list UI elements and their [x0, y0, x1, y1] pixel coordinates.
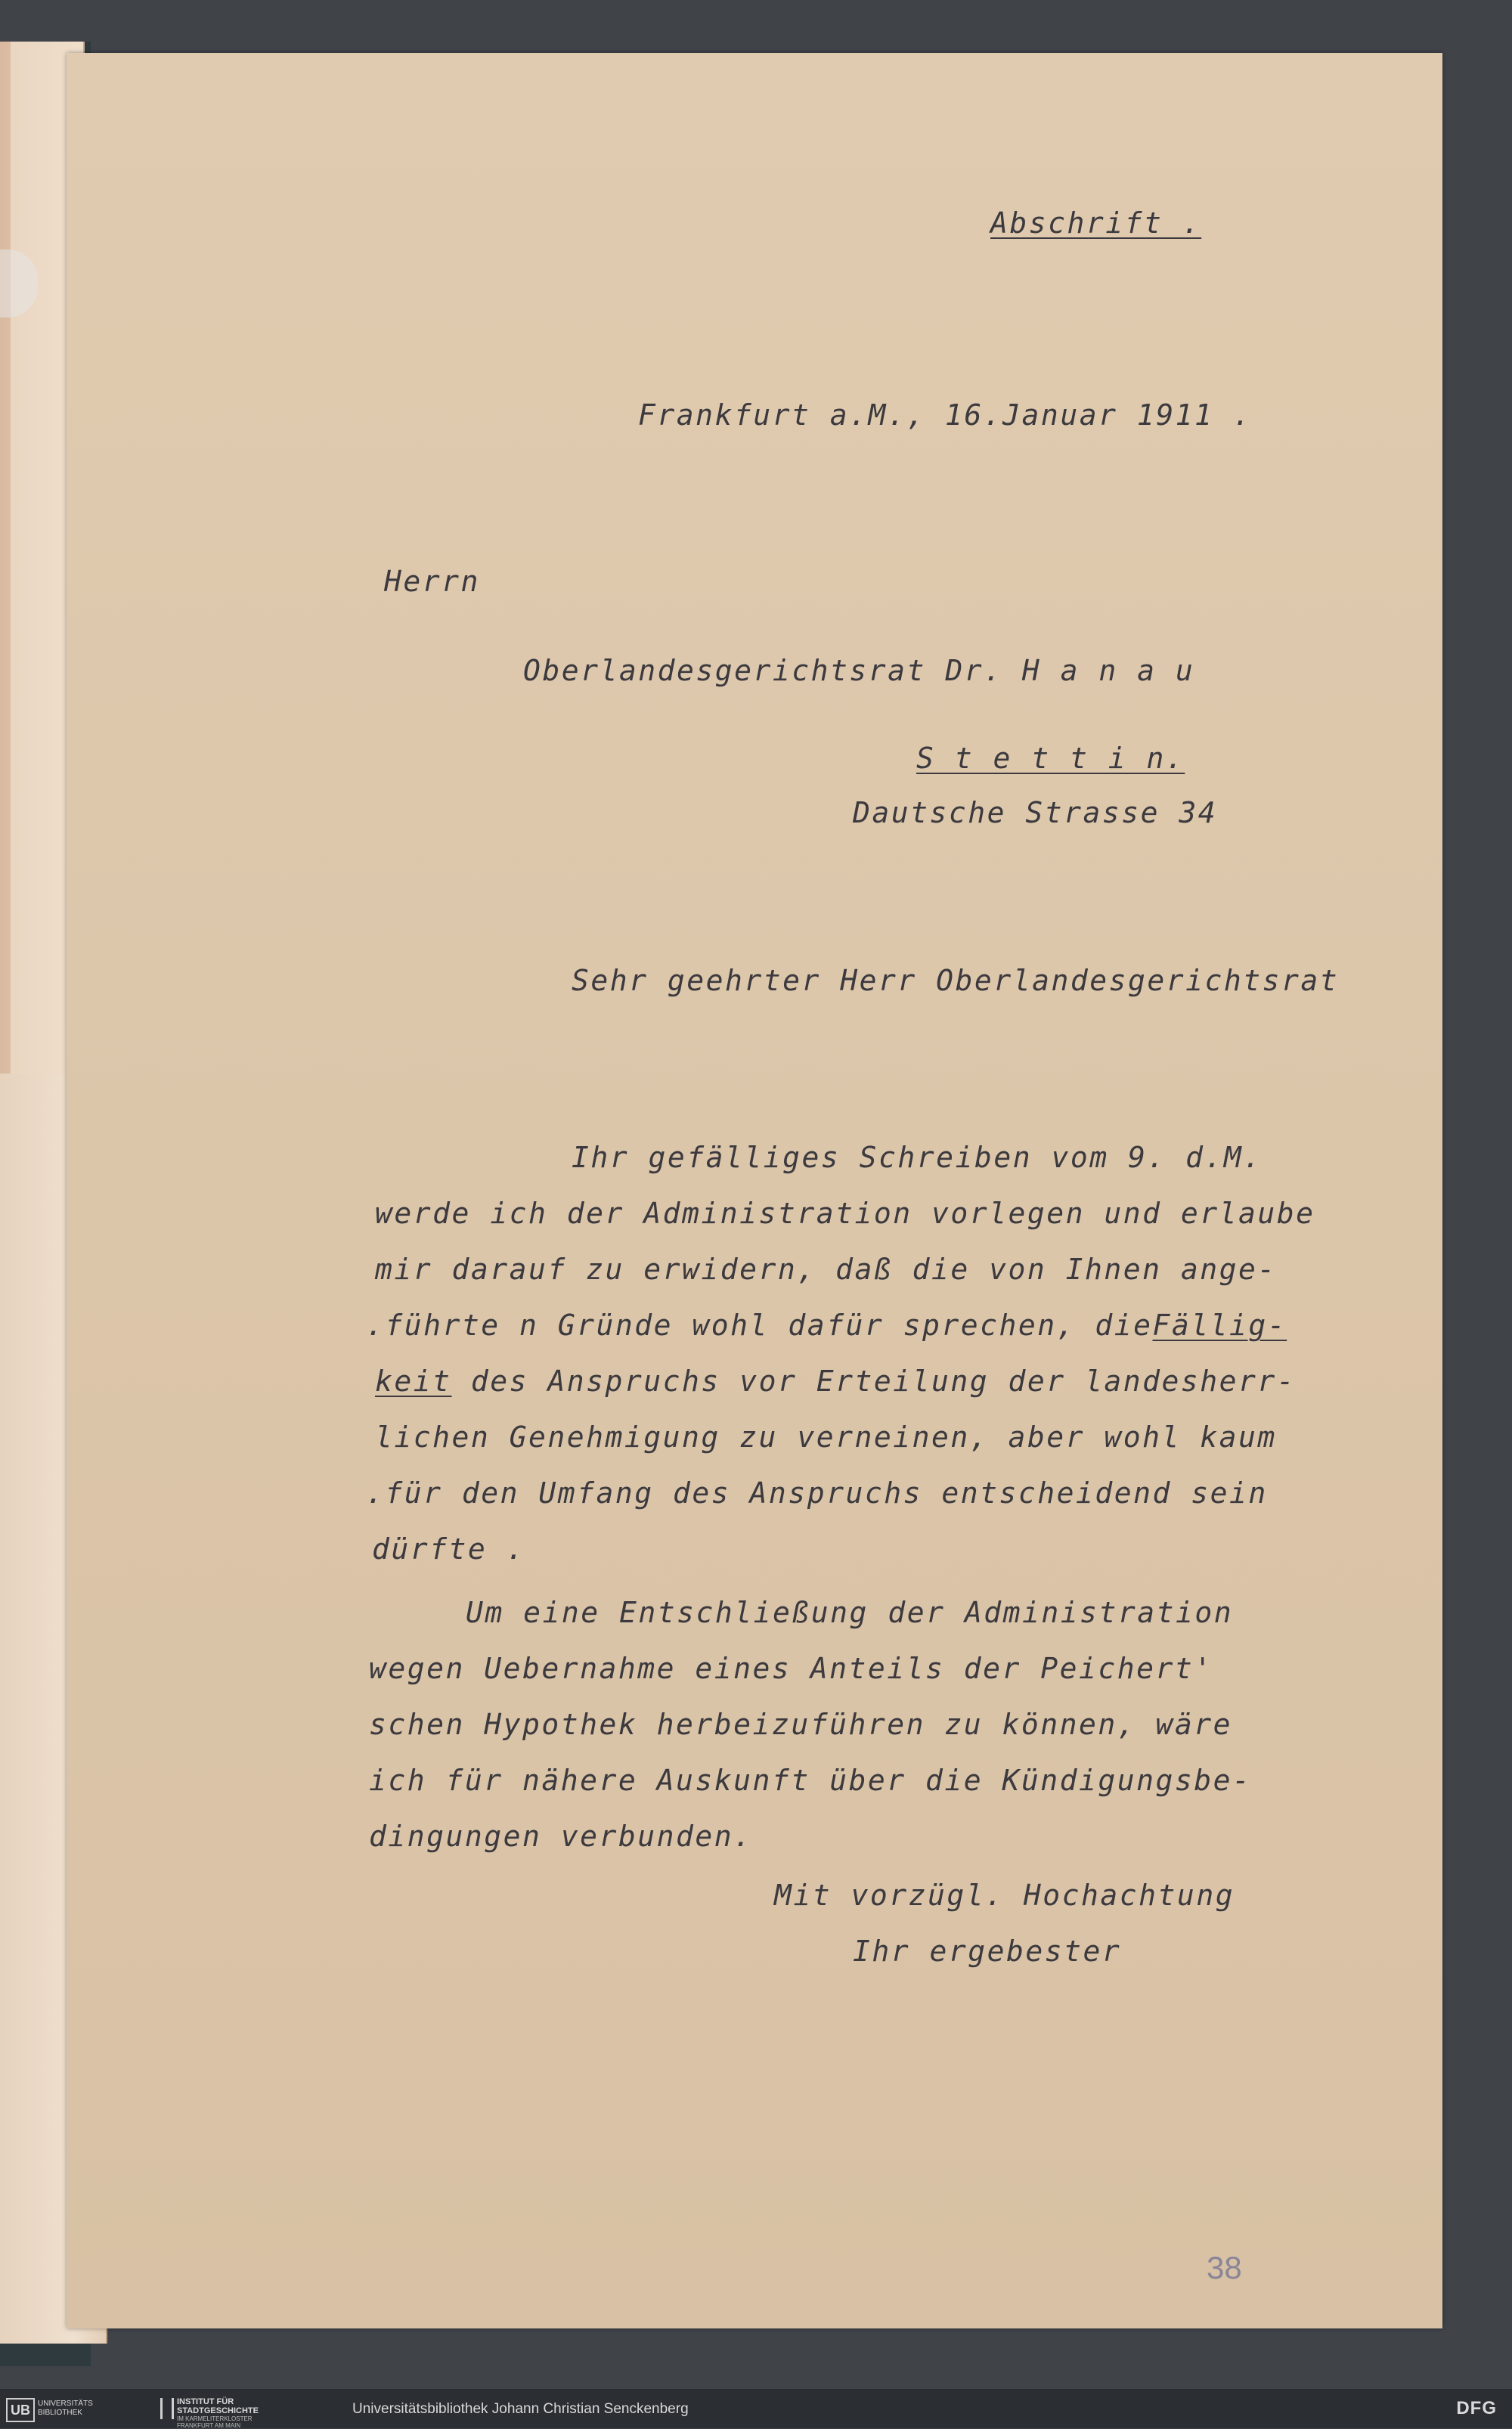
- paragraph-line: dürfte .: [372, 1532, 526, 1566]
- institute-logo[interactable]: [160, 2395, 327, 2429]
- paragraph-line: Um eine Entschließung der Administration: [466, 1596, 1234, 1629]
- institute-logo-icon: [160, 2398, 174, 2419]
- addressee-name: Oberlandesgerichtsrat Dr. H a n a u: [523, 654, 1195, 687]
- paragraph-line-text: des Anspruchs vor Erteilung der landesherr-: [451, 1365, 1297, 1398]
- heading: Abschrift .: [990, 206, 1202, 240]
- folio-number: 38: [1207, 2250, 1242, 2285]
- date-line: Frankfurt a.M., 16.Januar 1911 .: [638, 398, 1253, 432]
- underlined-word: keit: [375, 1365, 452, 1398]
- paragraph-line-text: .führte n Gründe wohl dafür sprechen, die: [366, 1309, 1153, 1342]
- ub-logo-text: UNIVERSITÄTS BIBLIOTHEK: [38, 2400, 93, 2417]
- city: S t e t t i n.: [916, 742, 1185, 775]
- paragraph-line: mir darauf zu erwidern, daß die von Ihnen ange-: [375, 1253, 1277, 1286]
- paragraph-line: .für den Umfang des Anspruchs entscheidend sein: [366, 1476, 1268, 1510]
- paragraph-line: wegen Uebernahme eines Anteils der Peichert': [369, 1652, 1213, 1685]
- paragraph-line: schen Hypothek herbeizuführen zu können, wäre: [369, 1708, 1233, 1741]
- paragraph-line: Ihr gefälliges Schreiben vom 9. d.M.: [572, 1141, 1263, 1174]
- institute-logo-title: INSTITUT FÜR STADTGESCHICHTE: [177, 2397, 259, 2415]
- paragraph-line: dingungen verbunden.: [369, 1820, 753, 1853]
- greeting: Sehr geehrter Herr Oberlandesgerichtsrat: [572, 964, 1340, 997]
- letter-page: [67, 53, 1442, 2328]
- street: Dautsche Strasse 34: [853, 796, 1218, 829]
- library-name: Universitätsbibliothek Johann Christian Senckenberg: [352, 2401, 689, 2417]
- paragraph-line: ich für nähere Auskunft über die Kündigungsbe-: [369, 1764, 1252, 1797]
- paragraph-line: lichen Genehmigung zu verneinen, aber wohl kaum: [375, 1421, 1277, 1454]
- paragraph-line: werde ich der Administration vorlegen und erlaube: [375, 1197, 1315, 1230]
- dfg-logo[interactable]: DFG: [1456, 2398, 1497, 2418]
- closing: Mit vorzügl. Hochachtung: [774, 1879, 1235, 1912]
- viewer-footer: [0, 2389, 1512, 2428]
- underlined-word: Fällig-: [1152, 1309, 1287, 1342]
- paragraph-line: [366, 1311, 1287, 1340]
- signature: Ihr ergebester: [853, 1935, 1122, 1968]
- ub-logo[interactable]: [6, 2395, 150, 2422]
- institute-logo-sub: IM KARMELITERKLOSTER FRANKFURT AM MAIN: [177, 2415, 253, 2429]
- ub-logo-mark: UB: [6, 2398, 35, 2422]
- paragraph-line: [375, 1367, 1296, 1396]
- salutation-prefix: Herrn: [384, 565, 480, 598]
